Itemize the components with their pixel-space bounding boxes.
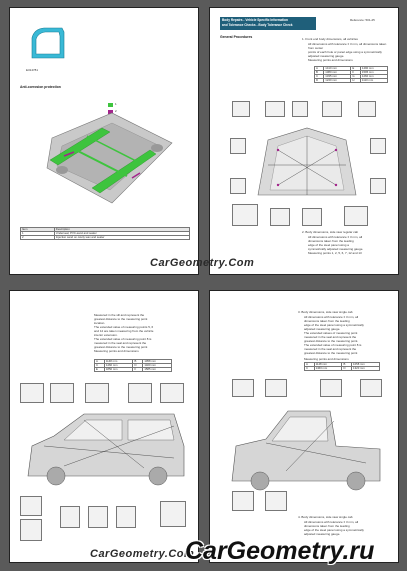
section-title: Anti-corrosion protection	[20, 85, 61, 89]
table-cell: 1585 mm	[143, 368, 172, 372]
detail-thumbnail	[50, 383, 74, 403]
detail-thumbnail	[370, 138, 386, 154]
table-cell: 1595 mm	[360, 71, 387, 75]
note-line: measured in the seal and represent the	[304, 347, 357, 351]
step-text: Body dimensions, side view single cab	[301, 515, 353, 519]
dimension-table	[304, 362, 380, 371]
notes-block	[304, 315, 394, 355]
single-cab-illustration	[226, 401, 386, 491]
detail-thumbnail	[370, 178, 386, 194]
note-line: and 12 are taken measuring from the vehicle	[94, 329, 154, 333]
detail-thumbnail	[232, 379, 254, 397]
item-description-table	[20, 227, 190, 240]
header-line-2: and Tolerance Checks - Body Tolerance Check	[222, 23, 293, 27]
table-cell: 1490 mm	[360, 67, 387, 71]
dimension-table	[314, 66, 388, 83]
step-number: 2.	[302, 230, 305, 234]
table-cell: 1410 mm	[324, 67, 351, 71]
note-line: interior extension.	[94, 333, 118, 337]
detail-thumbnail	[360, 379, 382, 397]
document-page-2	[209, 7, 399, 275]
note-line: All dimensions with tolerance ± 3 mm, all	[308, 235, 363, 239]
step-number: 1.	[302, 37, 305, 41]
table-cell: 1335 mm	[324, 75, 351, 79]
table-cell: 1058 mm	[352, 363, 380, 367]
table-cell: 1460 mm	[314, 367, 342, 371]
header-line-1: Body Repairs - Vehicle Specific Information	[222, 18, 288, 22]
table-cell: D	[315, 79, 324, 83]
detail-thumbnail	[292, 101, 308, 117]
note-line: Measured in the sill and represent the	[94, 313, 145, 317]
table-cell: C	[305, 367, 315, 371]
table-cell: 1320 mm	[352, 367, 380, 371]
table-header-description: Description	[54, 228, 189, 232]
note-line: edge of the steel panel using a symmetrically	[304, 528, 364, 532]
table-cell: 1850 mm	[104, 368, 133, 372]
table-cell: 1380 mm	[324, 71, 351, 75]
note-line: Measuring points and dimensions	[308, 58, 353, 62]
table-cell: F	[133, 368, 143, 372]
note-line: All dimensions with tolerance ± 3 mm, all	[304, 315, 359, 319]
document-page-3	[9, 290, 199, 563]
header-reference: Reference: 501-25	[350, 18, 375, 22]
table-cell: F	[351, 71, 361, 75]
note-line: dimensions taken from the leading	[308, 239, 354, 243]
document-page-1	[9, 7, 199, 275]
watermark-large: CarGeometry.ru	[185, 537, 375, 565]
table-cell: D	[342, 367, 352, 371]
detail-thumbnail	[322, 101, 342, 117]
step-number: 3.	[298, 310, 301, 314]
table-cell: 1	[21, 232, 55, 236]
note-line: location.	[94, 321, 106, 325]
table-cell: 1260 mm	[360, 75, 387, 79]
detail-thumbnail	[128, 383, 152, 403]
front-frame-illustration	[248, 120, 366, 205]
table-cell: 1460 mm	[104, 364, 133, 368]
table-row	[315, 79, 388, 83]
notes-block	[94, 313, 194, 353]
watermark-small-bottom: CarGeometry.Com	[90, 548, 195, 560]
table-cell: B	[342, 363, 352, 367]
note-line: All dimensions with tolerance ± 3 mm, all	[304, 520, 359, 524]
step-1	[302, 37, 394, 41]
note-line: greatest distance to the measuring point.	[304, 339, 359, 343]
detail-thumbnail	[160, 383, 184, 403]
note-line: The extended values of measuring point	[304, 331, 358, 335]
step-2	[302, 230, 394, 234]
detail-thumbnail	[88, 506, 108, 528]
table-cell: A	[95, 360, 105, 364]
detail-thumbnail	[302, 208, 322, 226]
document-page-4	[209, 290, 399, 563]
detail-thumbnail	[265, 101, 285, 117]
note-line: measured in the seal and represent the	[94, 341, 147, 345]
detail-thumbnail	[358, 101, 376, 117]
detail-thumbnail	[85, 383, 109, 403]
table-cell: 1148 mm	[314, 363, 342, 367]
detail-thumbnail	[232, 204, 258, 226]
table-cell: Underseal, PVC-sand and sealer	[54, 232, 189, 236]
step-number: 4.	[298, 515, 301, 519]
detail-thumbnail	[20, 496, 42, 516]
detail-thumbnail	[265, 379, 287, 397]
table-cell: G	[351, 75, 361, 79]
side-notes-block	[308, 235, 394, 255]
underbody-illustration	[32, 98, 182, 208]
note-line: Measuring points 1, 2, 5, 6, 7, 12 and 13	[308, 251, 362, 255]
table-cell: E	[351, 67, 361, 71]
note-line: adjusted measuring gauge.	[304, 327, 341, 331]
step-text: Front end body dimensions, all vehicles	[305, 37, 358, 41]
legend-label-2: 2	[115, 109, 117, 113]
table-cell: E	[95, 368, 105, 372]
legend-label-1: 1	[115, 102, 117, 106]
table-cell: 1320 mm	[143, 364, 172, 368]
note-line: greatest distance to the measuring point	[94, 345, 148, 349]
note-line: greatest distance to the measuring point	[94, 317, 148, 321]
table-cell: 1110 mm	[360, 79, 387, 83]
notes-block-2	[304, 520, 394, 536]
table-cell: 1148 mm	[104, 360, 133, 364]
note-line: All dimensions with tolerance ± 3 mm, all dimensions taken from center	[308, 42, 387, 50]
door-frame-image	[28, 26, 68, 62]
side-body-illustration	[24, 406, 188, 486]
note-line: symmetrically adjusted measuring gauge.	[308, 247, 364, 251]
watermark-small-top: CarGeometry.Com	[150, 257, 255, 269]
detail-thumbnail	[320, 379, 342, 397]
table-cell: 1058 mm	[143, 360, 172, 364]
section-heading: General Procedures	[220, 35, 253, 39]
detail-thumbnail	[232, 101, 250, 117]
table-row	[21, 236, 190, 240]
step-4	[298, 515, 394, 519]
table-cell: Injection sand on cavity wax and sealer	[54, 236, 189, 240]
note-line: dimensions taken from the leading	[304, 319, 350, 323]
dimensions-label: Measuring points and dimensions	[304, 357, 349, 361]
note-line: The extended value of measuring point 8 is	[94, 337, 152, 341]
table-cell: C	[315, 75, 324, 79]
detail-thumbnail	[230, 138, 246, 154]
note-line: edge of the steel panel using a	[308, 243, 349, 247]
table-cell: 1240 mm	[324, 79, 351, 83]
table-cell: B	[315, 71, 324, 75]
note-line: The extended value of measuring point 8 is	[304, 343, 362, 347]
note-line: greatest distance to the measuring point	[304, 351, 358, 355]
table-cell: H	[351, 79, 361, 83]
step-3	[298, 310, 394, 314]
detail-thumbnail	[116, 506, 136, 528]
detail-thumbnail	[265, 491, 287, 511]
table-cell: C	[95, 364, 105, 368]
detail-thumbnail	[20, 383, 44, 403]
notes-block	[308, 42, 392, 62]
note-line: Measuring points and dimensions	[94, 349, 139, 353]
table-cell: 2	[21, 236, 55, 240]
table-cell: B	[133, 360, 143, 364]
header-band	[220, 17, 316, 30]
note-line: points of each hole or panel edge using a symmetrically adjusted measuring gauge.	[308, 50, 382, 58]
image-caption-left: E314781	[26, 68, 39, 72]
step-text: Body dimensions, side view regular cab	[305, 230, 359, 234]
table-row	[305, 367, 380, 371]
note-line: measured in the seal and represent the	[304, 335, 357, 339]
note-line: adjusted measuring gauge.	[304, 532, 341, 536]
note-line: The extended value of measuring points 5, 6	[94, 325, 154, 329]
detail-thumbnail	[160, 501, 186, 527]
detail-thumbnail	[60, 506, 80, 528]
table-header-item: Item	[21, 228, 55, 232]
table-cell: A	[315, 67, 324, 71]
detail-thumbnail	[344, 206, 368, 226]
table-row	[95, 368, 172, 372]
dimension-table	[94, 359, 172, 372]
step-text: Body dimensions, side view single cab	[301, 310, 353, 314]
table-cell: A	[305, 363, 315, 367]
detail-thumbnail	[270, 208, 290, 226]
table-cell: D	[133, 364, 143, 368]
note-line: dimensions taken from the leading	[304, 524, 350, 528]
detail-thumbnail	[230, 178, 246, 194]
detail-thumbnail	[20, 519, 42, 541]
detail-thumbnail	[232, 491, 254, 511]
note-line: edge of the steel panel using a symmetrically	[304, 323, 364, 327]
